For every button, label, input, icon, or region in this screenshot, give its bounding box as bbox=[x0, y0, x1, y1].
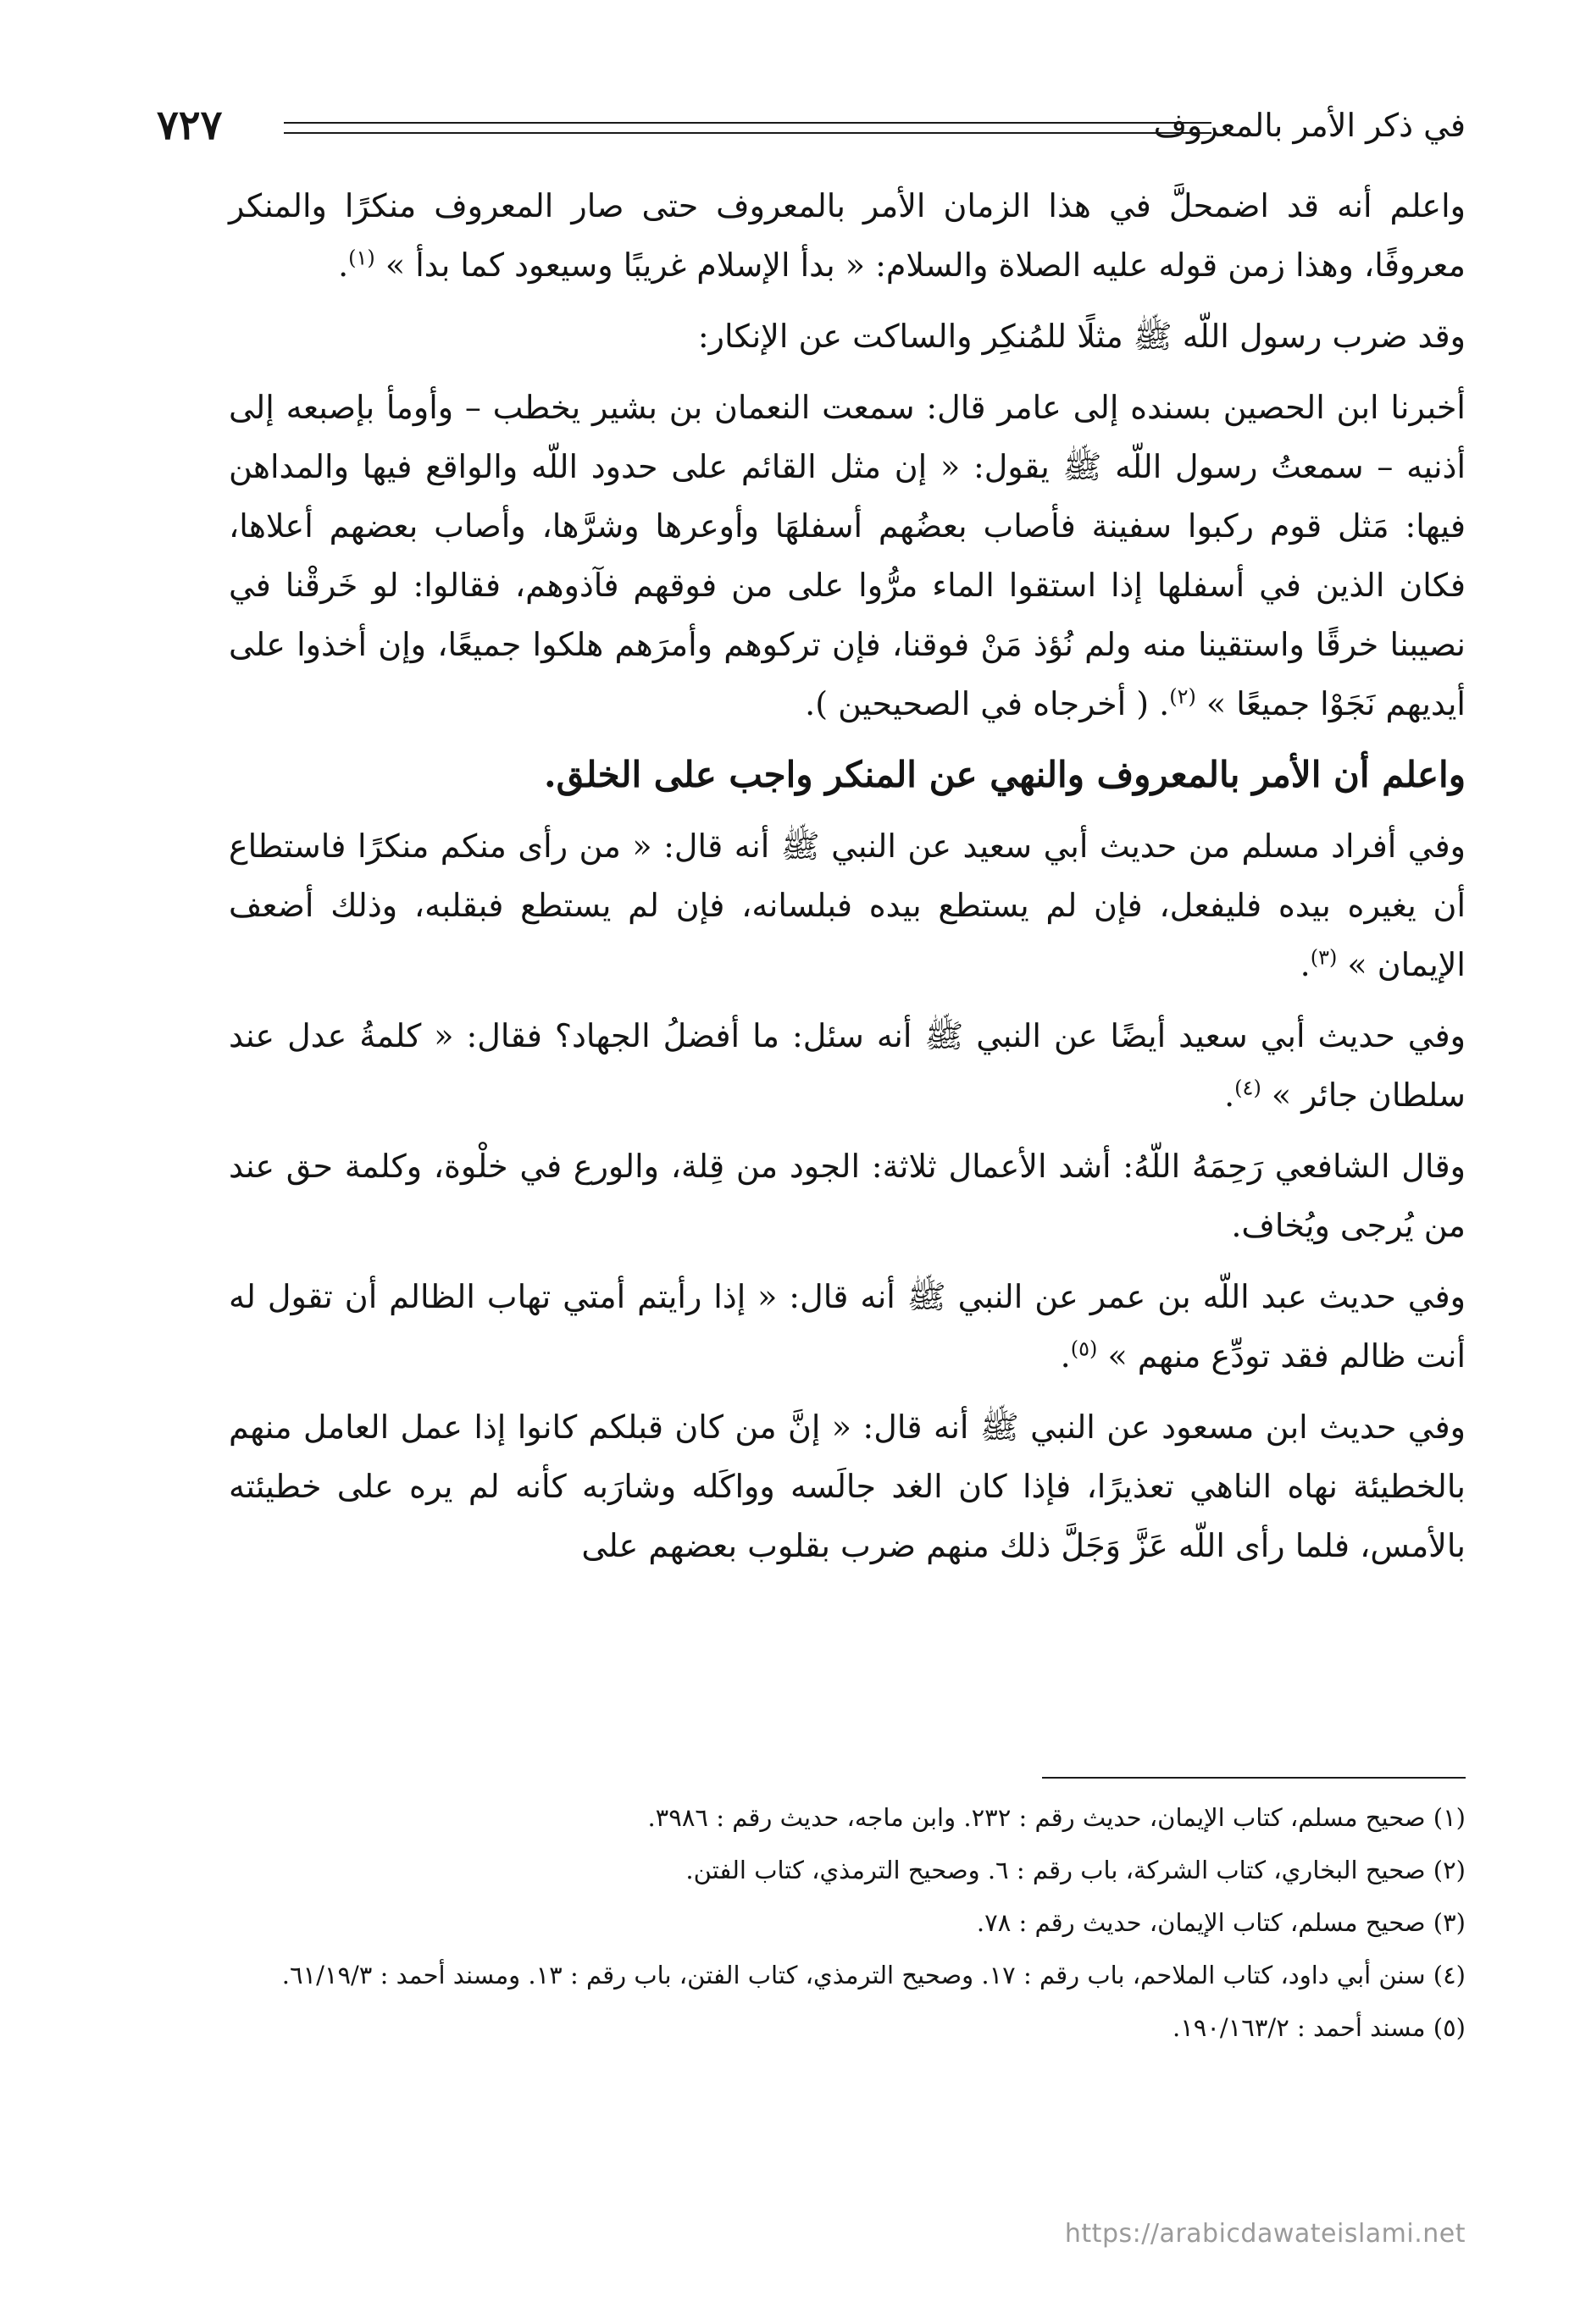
footnote: (٤) سنن أبي داود، كتاب الملاحم، باب رقم : ١٧. وصحيح الترمذي، كتاب الفتن، باب رقم : ١٣. ومسند أحمد : ٦١/١٩/٣. bbox=[281, 1961, 1466, 1989]
footnote-ref[interactable]: (٣) bbox=[1310, 945, 1338, 970]
paragraph: أخبرنا ابن الحصين بسنده إلى عامر قال: سمعت النعمان بن بشير يخطب – وأومأ بإصبعه إلى أذنيه – سمعتُ رسول اللّه ﷺ يقول: « إن مثل القائم على حدود اللّه والواقع فيها والمداهن فيها: مَثل قوم ركبوا سفينة فأصاب بعضُهم أسفلهَا وأوعرها وشرَّها، وأصاب بعضهم أعلاها، فكان الذين في أسفلها إذا استقوا الماء مرُّوا على من فوقهم فآذوهم، فقالوا: لو خَرقْنا في نصيبنا خرقًا واستقينا منه ولم نُؤذ مَنْ فوقنا، فإن تركوهم وأمرَهم هلكوا جميعًا، وإن أخذوا على أيديهم نَجَوْا جميعًا » $^{(٢)}$. ( أخرجاه في الصحيحين ). bbox=[229, 389, 1466, 722]
footnote: (٥) مسند أحمد : ١٩٠/١٦٣/٢. bbox=[1172, 2013, 1466, 2042]
paragraph: وفي حديث أبي سعيد أيضًا عن النبي ﷺ أنه سئل: ما أفضلُ الجهاد؟ فقال: « كلمةُ عدل عند سلطان جائر » $^{(٤)}$. bbox=[229, 1017, 1466, 1114]
watermark-url: https://arabicdawateislami.net bbox=[1064, 2219, 1466, 2249]
paragraph: وفي حديث ابن مسعود عن النبي ﷺ أنه قال: « إنَّ من كان قبلكم كانوا إذا عمل العامل منهم بالخطيئة نهاه الناهي تعذيرًا، فإذا كان الغد جالَسه وواكَله وشارَبه كأنه لم يره على خطيئته بالأمس، فلما رأى اللّه عَزَّ وَجَلَّ ذلك منهم ضرب بقلوب بعضهم على bbox=[229, 1408, 1466, 1564]
paragraph: وفي أفراد مسلم من حديث أبي سعيد عن النبي ﷺ أنه قال: « من رأى منكم منكرًا فاستطاع أن يغيره بيده فليفعل، فإن لم يستطع بيده فبلسانه، فإن لم يستطع فبقلبه، وذلك أضعف الإيمان » $^{(٣)}$. bbox=[229, 827, 1466, 983]
footnote-ref[interactable]: (١) bbox=[348, 246, 375, 270]
paragraph: واعلم أنه قد اضمحلَّ في هذا الزمان الأمر بالمعروف حتى صار المعروف منكرًا والمنكر معروفًا، وهذا زمن قوله عليه الصلاة والسلام: « بدأ الإسلام غريبًا وسيعود كما بدأ » $^{(١)}$. bbox=[229, 187, 1466, 284]
running-head-rule bbox=[284, 122, 1211, 134]
footnote: (٢) صحيح البخاري، كتاب الشركة، باب رقم : ٦. وصحيح الترمذي، كتاب الفتن. bbox=[685, 1856, 1466, 1884]
body-text bbox=[229, 176, 1466, 1587]
running-head-title: في ذكر الأمر بالمعروف bbox=[1153, 107, 1466, 144]
paragraph-heading: واعلم أن الأمر بالمعروف والنهي عن المنكر واجب على الخلق. bbox=[544, 754, 1466, 795]
page-number: ٧٢٧ bbox=[157, 102, 223, 149]
footnote-ref[interactable]: (٢) bbox=[1169, 684, 1196, 709]
footnote-separator bbox=[1042, 1777, 1466, 1779]
footnote: (٣) صحيح مسلم، كتاب الإيمان، حديث رقم : ٧٨. bbox=[976, 1908, 1466, 1937]
footnotes bbox=[229, 1794, 1466, 2056]
footnote-ref[interactable]: (٤) bbox=[1234, 1076, 1261, 1100]
footnote: (١) صحيح مسلم، كتاب الإيمان، حديث رقم : ٢٣٢. وابن ماجه، حديث رقم : ٣٩٨٦. bbox=[647, 1803, 1466, 1832]
paragraph: وقد ضرب رسول اللّه ﷺ مثلًا للمُنكِر والساكت عن الإنكار: bbox=[697, 318, 1466, 355]
footnote-ref[interactable]: (٥) bbox=[1070, 1336, 1098, 1361]
paragraph: وفي حديث عبد اللّه بن عمر عن النبي ﷺ أنه قال: « إذا رأيتم أمتي تهاب الظالم أن تقول له أنت ظالم فقد تودِّع منهم » $^{(٥)}$. bbox=[229, 1278, 1466, 1375]
paragraph: وقال الشافعي رَحِمَهُ اللّهُ: أشد الأعمال ثلاثة: الجود من قِلة، والورع في خلْوة، وكلمة حق عند من يُرجى ويُخاف. bbox=[229, 1148, 1466, 1244]
running-head bbox=[157, 100, 1466, 159]
